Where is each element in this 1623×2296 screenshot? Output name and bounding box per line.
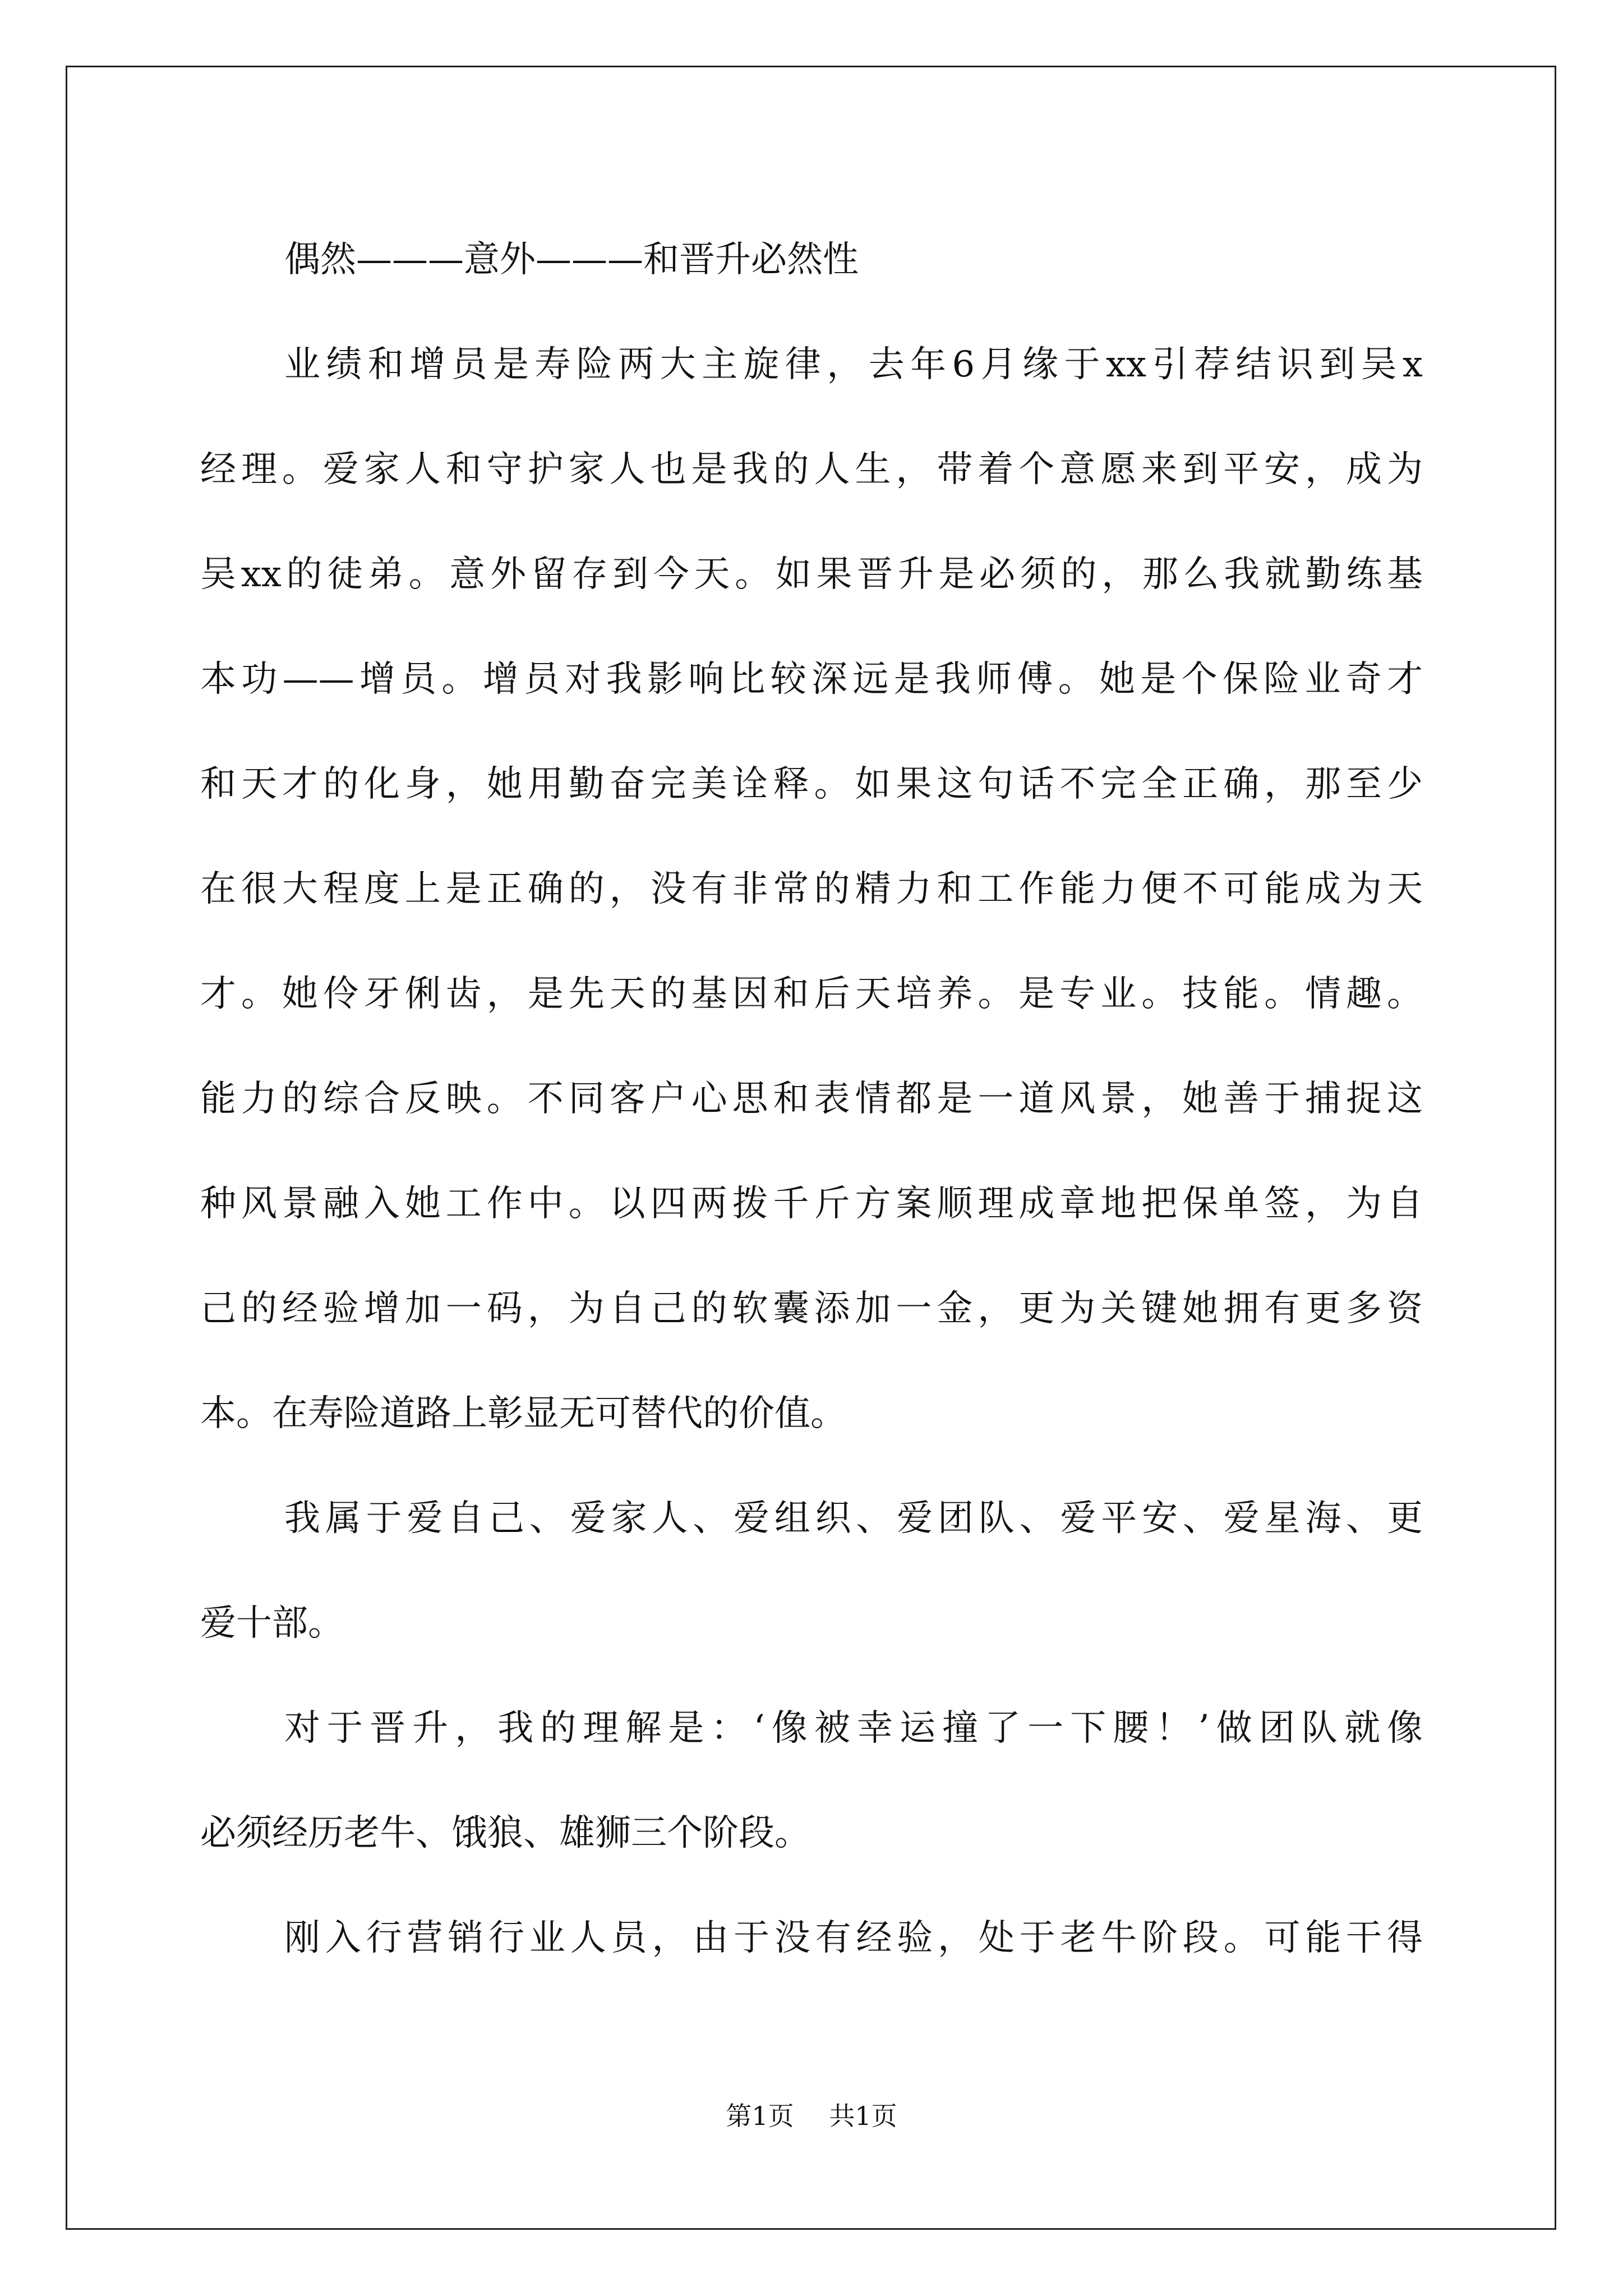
text-line: 经理。爱家人和守护家人也是我的人生，带着个意愿来到平安，成为 — [200, 449, 1423, 490]
page-number: 第1页 — [726, 2101, 794, 2131]
text-line: 本。在寿险道路上彰显无可替代的价值。 — [200, 1393, 846, 1434]
text-line: 业绩和增员是寿险两大主旋律，去年6月缘于xx引荐结识到吴x — [284, 344, 1423, 385]
text-line: 吴xx的徒弟。意外留存到今天。如果晋升是必须的，那么我就勤练基 — [200, 554, 1423, 595]
text-line: 刚入行营销行业人员，由于没有经验，处于老牛阶段。可能干得 — [284, 1917, 1423, 1959]
page-total: 共1页 — [829, 2101, 897, 2131]
text-line: 在很大程度上是正确的，没有非常的精力和工作能力便不可能成为天 — [200, 868, 1423, 910]
text-line: 才。她伶牙俐齿，是先天的基因和后天培养。是专业。技能。情趣。 — [200, 973, 1423, 1015]
document-title: 偶然———意外———和晋升必然性 — [284, 239, 859, 280]
text-line: 己的经验增加一码，为自己的软囊添加一金，更为关键她拥有更多资 — [200, 1288, 1423, 1329]
text-line: 和天才的化身，她用勤奋完美诠释。如果这句话不完全正确，那至少 — [200, 763, 1423, 805]
text-line: 本功——增员。增员对我影响比较深远是我师傅。她是个保险业奇才 — [200, 659, 1423, 700]
text-line: 我属于爱自己、爱家人、爱组织、爱团队、爱平安、爱星海、更 — [284, 1498, 1423, 1539]
text-line: 能力的综合反映。不同客户心思和表情都是一道风景，她善于捕捉这 — [200, 1078, 1423, 1120]
page-footer — [0, 2099, 1623, 2133]
text-line: 爱十部。 — [200, 1603, 344, 1644]
text-line: 必须经历老牛、饿狼、雄狮三个阶段。 — [200, 1812, 810, 1854]
document-body — [200, 208, 1423, 1991]
text-line: 对于晋升，我的理解是：‘像被幸运撞了一下腰！’做团队就像 — [284, 1708, 1423, 1749]
text-line: 种风景融入她工作中。以四两拨千斤方案顺理成章地把保单签，为自 — [200, 1183, 1423, 1225]
